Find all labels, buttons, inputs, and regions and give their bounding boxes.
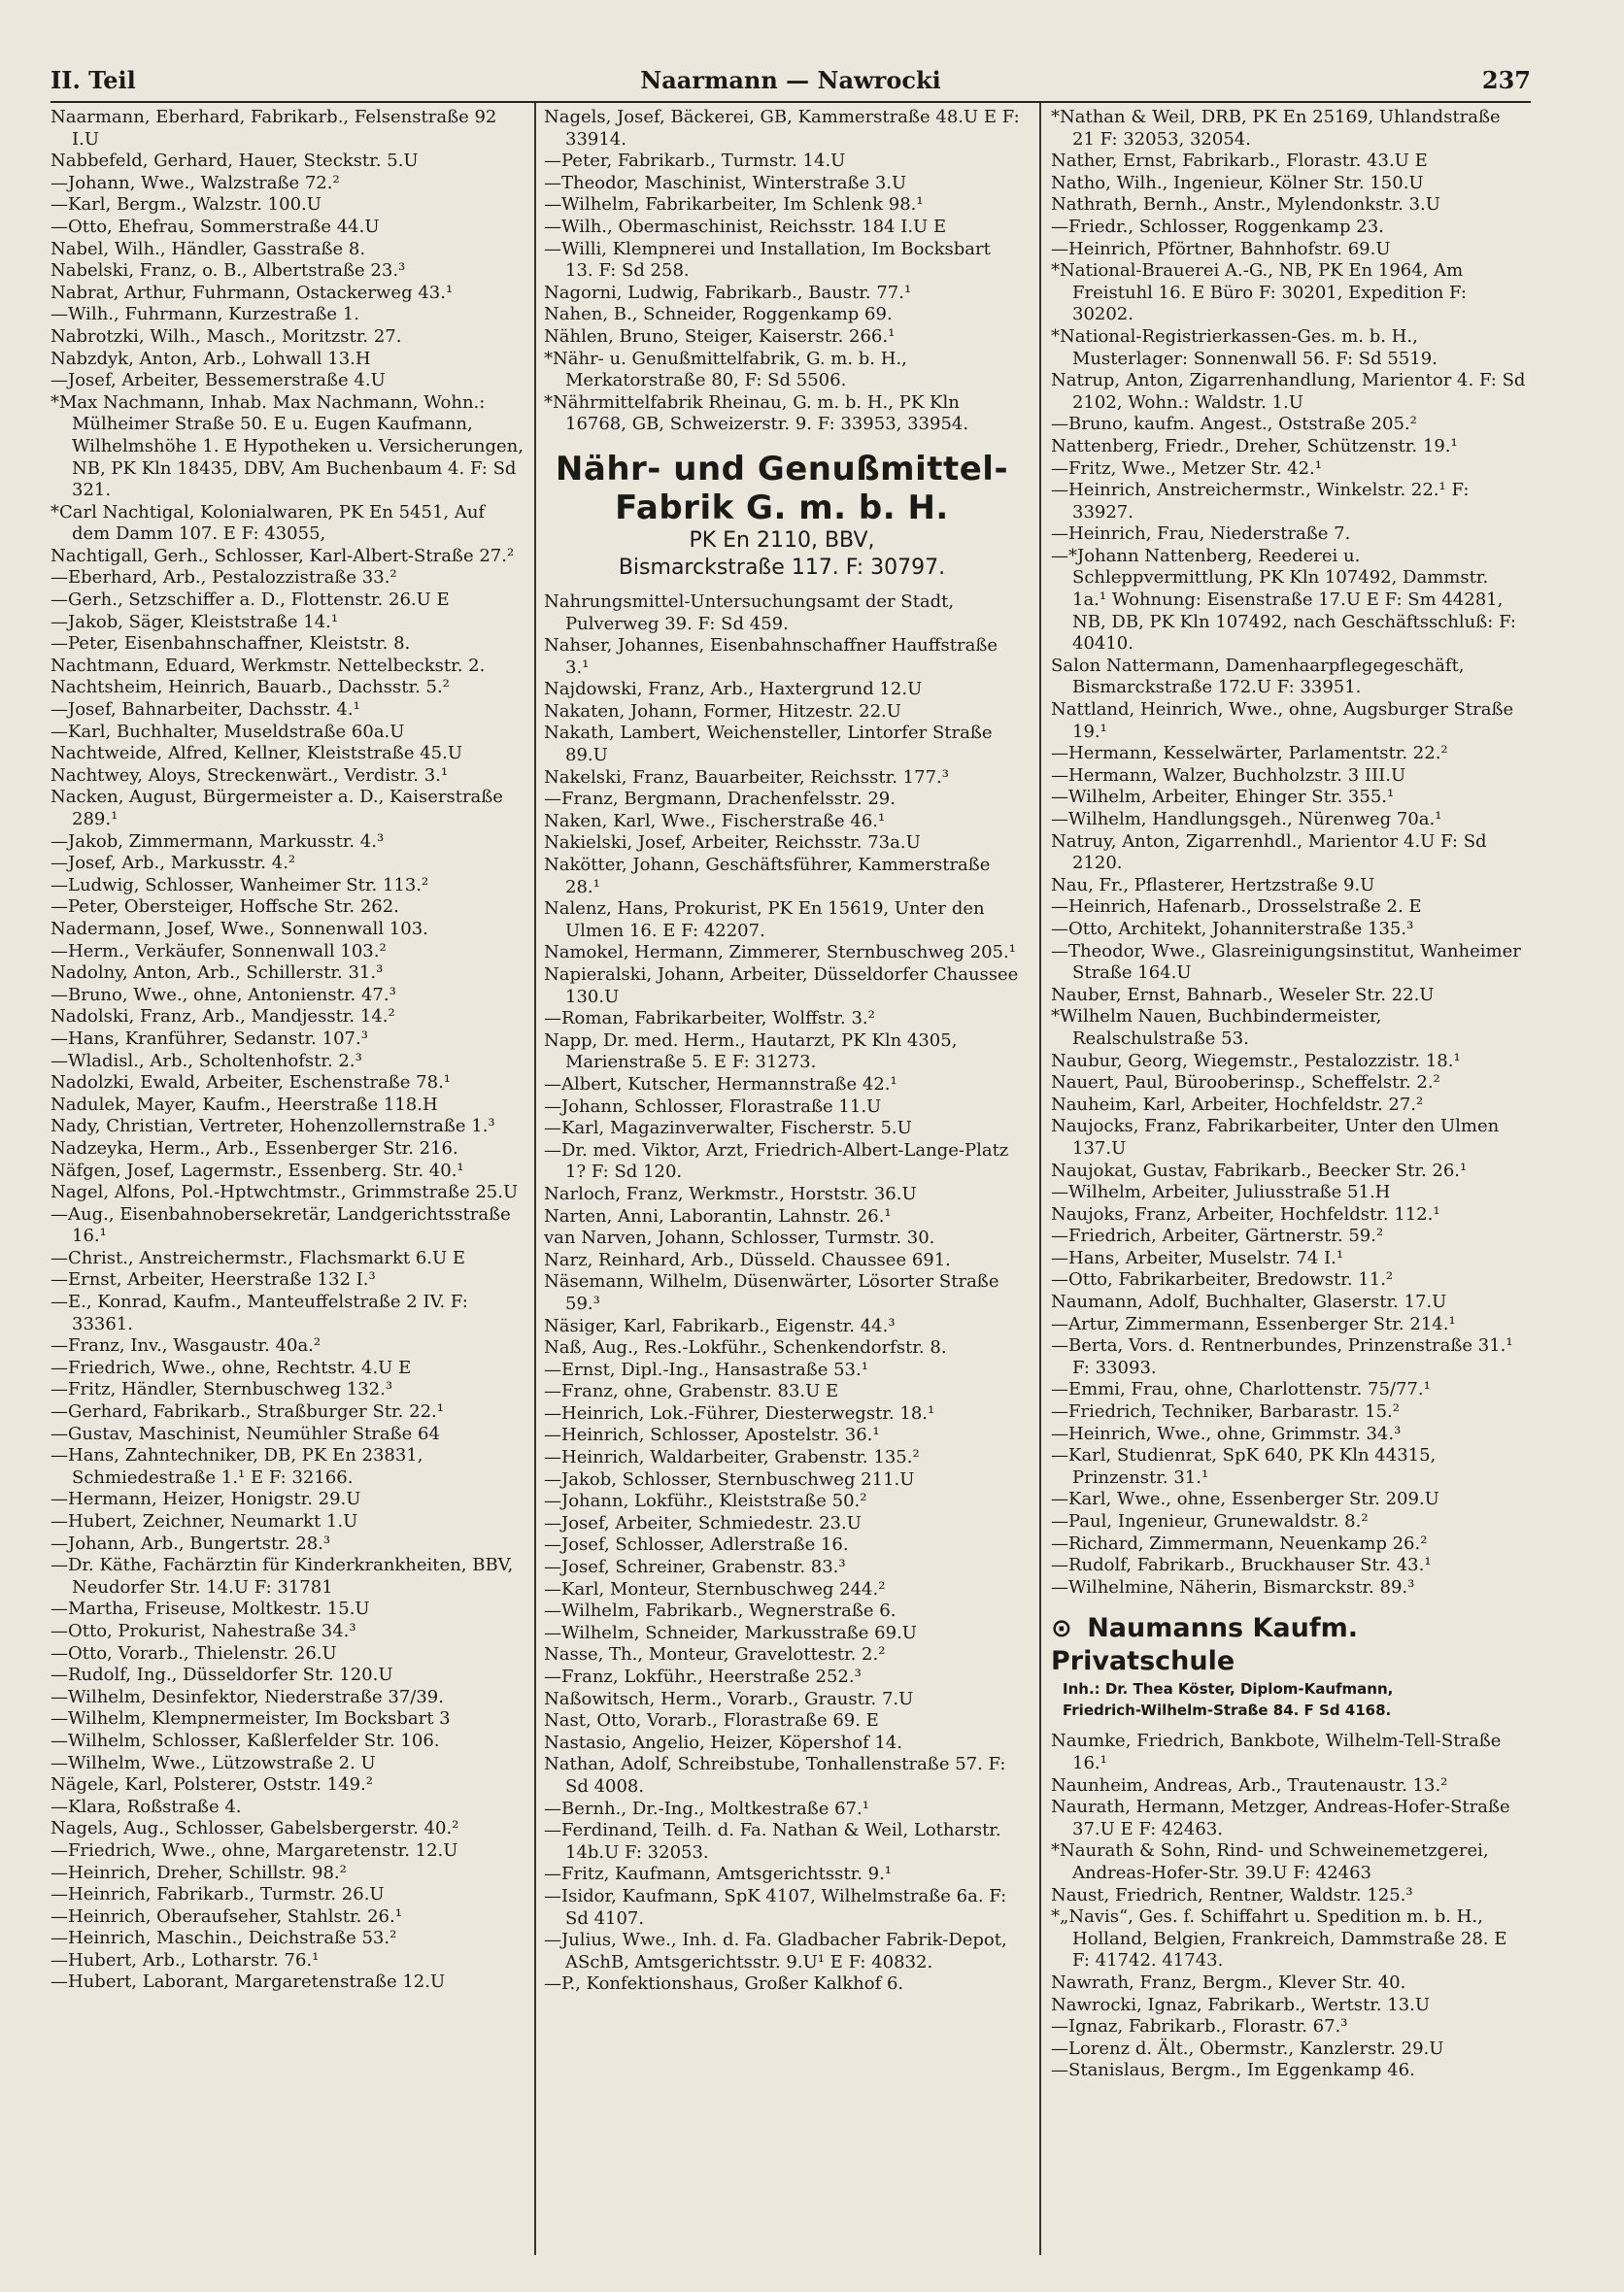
directory-entry: —Emmi, Frau, ohne, Charlottenstr. 75/77.¹ xyxy=(1051,1379,1431,1400)
directory-entry: Nadermann, Josef, Wwe., Sonnenwall 103. xyxy=(51,918,428,939)
directory-entry: Naarmann, Eberhard, Fabrikarb., Felsenstraße 92 I.U xyxy=(51,107,497,150)
directory-entry: —Hermann, Kesselwärter, Parlamentstr. 22.² xyxy=(1051,743,1448,764)
directory-entry: *National-Registrierkassen-Ges. m. b. H., Musterlager: Sonnenwall 56. F: Sd 5519. xyxy=(1051,325,1438,369)
directory-entry: Naust, Friedrich, Rentner, Waldstr. 125.³ xyxy=(1051,1884,1413,1905)
directory-entry: —Wilhelm, Wwe., Lützowstraße 2. U xyxy=(51,1752,376,1773)
directory-entry: Nagorni, Ludwig, Fabrikarb., Baustr. 77.¹ xyxy=(544,282,912,303)
directory-entry: *Max Nachmann, Inhab. Max Nachmann, Wohn.: Mülheimer Straße 50. E u. Eugen Kaufmann, Wilhelmshöhe 1. E Hypotheken u. Versicherungen, NB, PK Kln 18435, DBV, Am Buchenbaum 4. F: Sd 321. xyxy=(51,391,524,501)
directory-entry: —Rudolf, Ing., Düsseldorfer Str. 120.U xyxy=(51,1665,393,1686)
directory-entry: Salon Nattermann, Damenhaarpflegegeschäft, Bismarckstraße 172.U F: 33951. xyxy=(1051,655,1465,698)
directory-entry: *Nähr- u. Genußmittelfabrik, G. m. b. H., Merkatorstraße 80, F: Sd 5506. xyxy=(544,348,907,391)
directory-entry: Nadolzki, Ewald, Arbeiter, Eschenstraße 78.¹ xyxy=(51,1072,452,1094)
directory-entry: —Artur, Zimmermann, Essenberger Str. 214.¹ xyxy=(1051,1313,1456,1334)
directory-entry: Nabrotzki, Wilh., Masch., Moritzstr. 27. xyxy=(51,325,402,347)
directory-entry: Nawrath, Franz, Bergm., Klever Str. 40. xyxy=(1051,1972,1406,1993)
directory-entry: Nakötter, Johann, Geschäftsführer, Kammerstraße 28.¹ xyxy=(544,855,991,897)
directory-entry: —Stanislaus, Bergm., Im Eggenkamp 46. xyxy=(1051,2060,1415,2081)
directory-entry: —Ernst, Dipl.-Ing., Hansastraße 53.¹ xyxy=(544,1359,868,1380)
directory-entry: —Heinrich, Frau, Niederstraße 7. xyxy=(1051,523,1351,545)
ad-info: Inh.: Dr. Thea Köster, Diplom-Kaufmann, xyxy=(1063,1680,1394,1699)
directory-entry: Nauber, Ernst, Bahnarb., Weseler Str. 22.U xyxy=(1051,984,1435,1005)
directory-entry: —Hans, Zahntechniker, DB, PK En 23831, Schmiedestraße 1.¹ E F: 32166. xyxy=(51,1445,423,1488)
directory-entry: Naken, Karl, Wwe., Fischerstraße 46.¹ xyxy=(544,810,886,831)
directory-entry: —Franz, Bergmann, Drachenfelsstr. 29. xyxy=(544,789,896,810)
directory-entry: *Nährmittelfabrik Rheinau, G. m. b. H., PK Kln 16768, GB, Schweizerstr. 9. F: 33953, 33954. xyxy=(544,391,969,435)
directory-entry: Naß, Aug., Res.-Lokführ., Schenkendorfstr. 8. xyxy=(544,1337,947,1359)
directory-entry: —Hans, Arbeiter, Muselstr. 74 I.¹ xyxy=(1051,1247,1344,1268)
directory-entry: —Heinrich, Dreher, Schillstr. 98.² xyxy=(51,1862,347,1883)
directory-entry: Naujoks, Franz, Arbeiter, Hochfeldstr. 112.¹ xyxy=(1051,1203,1440,1225)
directory-entry: —Karl, Monteur, Sternbuschweg 244.² xyxy=(544,1578,886,1600)
directory-entry: Naubur, Georg, Wiegemstr., Pestalozzistr. 18.¹ xyxy=(1051,1050,1461,1071)
directory-entry: —Julius, Wwe., Inh. d. Fa. Gladbacher Fabrik-Depot, ASchB, Amtsgerichtsstr. 9.U¹ E F: 40832. xyxy=(544,1930,1007,1972)
directory-entry: Nattland, Heinrich, Wwe., ohne, Augsburger Straße 19.¹ xyxy=(1051,699,1514,742)
directory-entry: —Wilhelm, Schneider, Markusstraße 69.U xyxy=(544,1622,917,1643)
directory-entry: Natrup, Anton, Zigarrenhandlung, Marientor 4. F: Sd 2102, Wohn.: Waldstr. 1.U xyxy=(1051,370,1526,413)
directory-entry: Nathrath, Bernh., Anstr., Mylendonkstr. 3.U xyxy=(1051,194,1440,216)
directory-entry: —Jakob, Säger, Kleiststraße 14.¹ xyxy=(51,611,339,632)
directory-entry: —Ignaz, Fabrikarb., Florastr. 67.³ xyxy=(1051,2016,1348,2038)
directory-entry: Natruy, Anton, Zigarrenhdl., Marientor 4.U F: Sd 2120. xyxy=(1051,830,1487,874)
directory-entry: Natho, Wilh., Ingenieur, Kölner Str. 150.U xyxy=(1051,172,1424,193)
ad-info: PK En 2110, BBV, xyxy=(689,527,875,553)
directory-entry: —Josef, Schlosser, Adlerstraße 16. xyxy=(544,1534,849,1556)
ad-info: Friedrich-Wilhelm-Straße 84. F Sd 4168. xyxy=(1063,1702,1392,1720)
entry-list xyxy=(544,107,1020,436)
directory-entry: —Hubert, Zeichner, Neumarkt 1.U xyxy=(51,1511,358,1532)
directory-entry: —Willi, Klempnerei und Installation, Im Bocksbart 13. F: Sd 258. xyxy=(544,238,991,282)
directory-entry: Nakelski, Franz, Bauarbeiter, Reichsstr. 177.³ xyxy=(544,766,949,788)
directory-entry: —Heinrich, Waldarbeiter, Grabenstr. 135.² xyxy=(544,1447,920,1468)
directory-entry: Nahen, B., Schneider, Roggenkamp 69. xyxy=(544,304,893,325)
directory-entry: —Gerh., Setzschiffer a. D., Flottenstr. 26.U E xyxy=(51,590,450,611)
directory-entry: —Hubert, Laborant, Margaretenstraße 12.U xyxy=(51,1972,446,1993)
directory-entry: —Friedrich, Wwe., ohne, Margaretenstr. 12.U xyxy=(51,1839,458,1861)
directory-entry: Narz, Reinhard, Arb., Düsseld. Chaussee 691. xyxy=(544,1249,951,1270)
directory-entry: Nachtsheim, Heinrich, Bauarb., Dachsstr. 5.² xyxy=(51,677,450,698)
directory-entry: —Gerhard, Fabrikarb., Straßburger Str. 22.¹ xyxy=(51,1401,444,1423)
directory-entry: —Isidor, Kaufmann, SpK 4107, Wilhelmstraße 6a. F: Sd 4107. xyxy=(544,1885,1007,1929)
directory-entry: Nadolski, Franz, Arb., Mandjesstr. 14.² xyxy=(51,1006,395,1028)
directory-entry: —Friedrich, Arbeiter, Gärtnerstr. 59.² xyxy=(1051,1226,1384,1247)
directory-entry: Nattenberg, Friedr., Dreher, Schützenstr. 19.¹ xyxy=(1051,435,1458,456)
directory-entry: —Ludwig, Schlosser, Wanheimer Str. 113.² xyxy=(51,874,429,895)
directory-entry: —Hermann, Heizer, Honigstr. 29.U xyxy=(51,1489,361,1510)
directory-entry: —Fritz, Händler, Sternbuschweg 132.³ xyxy=(51,1379,393,1400)
directory-entry: —Johann, Schlosser, Florastraße 11.U xyxy=(544,1095,882,1117)
directory-entry: —Franz, Inv., Wasgaustr. 40a.² xyxy=(51,1335,321,1357)
directory-entry: —Theodor, Wwe., Glasreinigungsinstitut, Wanheimer Straße 164.U xyxy=(1051,940,1521,984)
directory-entry: —Jakob, Schlosser, Sternbuschweg 211.U xyxy=(544,1468,915,1490)
section-label: II. Teil xyxy=(51,66,136,94)
ad-title: Naumanns Kaufm. Privatschule xyxy=(1051,1613,1359,1677)
directory-entry: —Karl, Studienrat, SpK 640, PK Kln 44315, Prinzenstr. 31.¹ xyxy=(1051,1445,1437,1488)
directory-entry: —Wilhelmine, Näherin, Bismarckstr. 89.³ xyxy=(1051,1576,1415,1598)
directory-entry: —Hermann, Walzer, Buchholzstr. 3 III.U xyxy=(1051,764,1406,786)
page-number: 237 xyxy=(1481,66,1531,94)
directory-entry: —*Johann Nattenberg, Reederei u. Schleppvermittlung, PK Kln 107492, Dammstr. 1a.¹ Wohnung: Eisenstraße 17.U E F: Sm 44281, NB, DB, PK Kln 107492, nach Geschäftsschluß: F: 40410. xyxy=(1051,545,1516,655)
column-2 xyxy=(544,107,1020,2243)
directory-entry: —Klara, Roßstraße 4. xyxy=(51,1796,242,1817)
directory-entry: Nasse, Th., Monteur, Gravelottestr. 2.² xyxy=(544,1644,886,1666)
directory-entry: Nabzdyk, Anton, Arb., Lohwall 13.H xyxy=(51,348,371,369)
directory-entry: —Josef, Arbeiter, Bessemerstraße 4.U xyxy=(51,370,386,391)
directory-entry: Narloch, Franz, Werkmstr., Horststr. 36.U xyxy=(544,1183,917,1204)
directory-entry: Nakielski, Josef, Arbeiter, Reichsstr. 73a.U xyxy=(544,832,921,854)
directory-entry: Nakaten, Johann, Former, Hitzestr. 22.U xyxy=(544,700,901,722)
directory-entry: Nady, Christian, Vertreter, Hohenzollernstraße 1.³ xyxy=(51,1116,495,1137)
entry-list xyxy=(1051,1731,1527,2082)
directory-entry: —Christ., Anstreichermstr., Flachsmarkt 6.U E xyxy=(51,1247,466,1268)
directory-entry: —Karl, Buchhalter, Museldstraße 60a.U xyxy=(51,721,405,742)
directory-entry: —Wilh., Obermaschinist, Reichsstr. 184 I.U E xyxy=(544,216,947,237)
directory-entry: Nagel, Alfons, Pol.-Hptwchtmstr., Grimmstraße 25.U xyxy=(51,1182,519,1203)
entry-list xyxy=(1051,107,1527,1599)
directory-entry: Nachtigall, Gerh., Schlosser, Karl-Albert-Straße 27.² xyxy=(51,545,515,566)
directory-entry: Naunheim, Andreas, Arb., Trautenaustr. 13.² xyxy=(1051,1774,1448,1796)
directory-entry: —Peter, Fabrikarb., Turmstr. 14.U xyxy=(544,151,846,172)
directory-entry: —E., Konrad, Kaufm., Manteuffelstraße 2 IV. F: 33361. xyxy=(51,1292,468,1334)
directory-entry: —Heinrich, Oberaufseher, Stahlstr. 26.¹ xyxy=(51,1905,402,1927)
directory-entry: Naujokat, Gustav, Fabrikarb., Beecker Str. 26.¹ xyxy=(1051,1160,1468,1181)
directory-entry: —Fritz, Kaufmann, Amtsgerichtsstr. 9.¹ xyxy=(544,1864,893,1885)
column-3 xyxy=(1051,107,1527,2243)
directory-entry: —Lorenz d. Ält., Obermstr., Kanzlerstr. 29.U xyxy=(1051,2038,1444,2059)
directory-entry: Nauert, Paul, Bürooberinsp., Scheffelstr. 2.² xyxy=(1051,1072,1440,1094)
directory-entry: —Franz, ohne, Grabenstr. 83.U E xyxy=(544,1381,839,1402)
directory-entry: *Naurath & Sohn, Rind- und Schweinemetzgerei, Andreas-Hofer-Str. 39.U F: 42463 xyxy=(1051,1840,1489,1883)
directory-entry: —Otto, Ehefrau, Sommerstraße 44.U xyxy=(51,216,380,237)
school-logo-icon: ⊙ xyxy=(1051,1614,1072,1644)
directory-entry: Nadulek, Mayer, Kaufm., Heerstraße 118.H xyxy=(51,1094,438,1115)
entry-list xyxy=(544,591,1020,1996)
directory-entry: —Peter, Eisenbahnschaffner, Kleiststr. 8. xyxy=(51,633,411,655)
directory-entry: —Herm., Verkäufer, Sonnenwall 103.² xyxy=(51,940,387,961)
directory-entry: —Berta, Vors. d. Rentnerbundes, Prinzenstraße 31.¹ F: 33093. xyxy=(1051,1335,1513,1378)
directory-entry: *Carl Nachtigal, Kolonialwaren, PK En 5451, Auf dem Damm 107. E F: 43055, xyxy=(51,501,486,545)
directory-entry: —P., Konfektionshaus, Großer Kalkhof 6. xyxy=(544,1973,904,1995)
directory-entry: —Jakob, Zimmermann, Markusstr. 4.³ xyxy=(51,830,385,852)
directory-entry: —Eberhard, Arb., Pestalozzistraße 33.² xyxy=(51,567,397,589)
directory-entry: —Roman, Fabrikarbeiter, Wolffstr. 3.² xyxy=(544,1008,875,1029)
directory-entry: Näsiger, Karl, Fabrikarb., Eigenstr. 44.³ xyxy=(544,1315,896,1336)
directory-entry: Nabbefeld, Gerhard, Hauer, Steckstr. 5.U xyxy=(51,151,419,172)
directory-entry: —Friedrich, Wwe., ohne, Rechtstr. 4.U E xyxy=(51,1357,412,1378)
directory-entry: —Johann, Lokführ., Kleiststraße 50.² xyxy=(544,1491,867,1512)
header-rule xyxy=(51,101,1531,103)
directory-entry: —Wilhelm, Fabrikarbeiter, Im Schlenk 98.¹ xyxy=(544,194,924,216)
directory-entry: Nählen, Bruno, Steiger, Kaiserstr. 266.¹ xyxy=(544,325,896,347)
directory-entry: Nägele, Karl, Polsterer, Oststr. 149.² xyxy=(51,1774,373,1796)
directory-entry: —Josef, Arbeiter, Schmiedestr. 23.U xyxy=(544,1512,862,1534)
directory-entry: —Dr. Käthe, Fachärztin für Kinderkrankheiten, BBV, Neudorfer Str. 14.U F: 31781 xyxy=(51,1555,514,1598)
directory-entry: —Wilhelm, Handlungsgeh., Nürenweg 70a.¹ xyxy=(1051,809,1442,829)
directory-entry: Nachtmann, Eduard, Werkmstr. Nettelbeckstr. 2. xyxy=(51,655,486,676)
directory-entry: Nakath, Lambert, Weichensteller, Lintorfer Straße 89.U xyxy=(544,723,993,766)
directory-entry: —Karl, Magazinverwalter, Fischerstr. 5.U xyxy=(544,1118,912,1139)
directory-entry: Nauheim, Karl, Arbeiter, Hochfeldstr. 27.² xyxy=(1051,1094,1424,1115)
directory-entry: —Rudolf, Fabrikarb., Bruckhauser Str. 43.¹ xyxy=(1051,1555,1432,1576)
directory-entry: *„Navis“, Ges. f. Schiffahrt u. Spedition m. b. H., Holland, Belgien, Frankreich, Dammstraße 28. E F: 41742. 41743. xyxy=(1051,1906,1507,1972)
directory-entry: —Peter, Obersteiger, Hoffsche Str. 262. xyxy=(51,896,399,918)
directory-entry: —Hans, Kranführer, Sedanstr. 107.³ xyxy=(51,1028,368,1049)
directory-entry: —Heinrich, Wwe., ohne, Grimmstr. 34.³ xyxy=(1051,1423,1402,1444)
directory-entry: *Wilhelm Nauen, Buchbindermeister, Realschulstraße 53. xyxy=(1051,1006,1382,1049)
directory-entry: —Theodor, Maschinist, Winterstraße 3.U xyxy=(544,172,907,193)
directory-entry: Nabelski, Franz, o. B., Albertstraße 23.³ xyxy=(51,260,406,282)
directory-entry: Nau, Fr., Pflasterer, Hertzstraße 9.U xyxy=(1051,874,1375,895)
column-divider xyxy=(1039,103,1041,2255)
column-divider xyxy=(534,103,536,2255)
directory-entry: —Heinrich, Anstreichermstr., Winkelstr. 22.¹ F: 33927. xyxy=(1051,480,1470,522)
directory-entry: —Heinrich, Hafenarb., Drosselstraße 2. E xyxy=(1051,896,1422,918)
directory-entry: Naujocks, Franz, Fabrikarbeiter, Unter den Ulmen 137.U xyxy=(1051,1116,1500,1159)
directory-entry: Najdowski, Franz, Arb., Haxtergrund 12.U xyxy=(544,679,923,700)
entry-list xyxy=(51,107,526,1994)
directory-entry: Nadzeyka, Herm., Arb., Essenberger Str. 216. xyxy=(51,1137,458,1159)
directory-entry: —Wilhelm, Arbeiter, Juliusstraße 51.H xyxy=(1051,1182,1391,1203)
directory-entry: —Wilhelm, Arbeiter, Ehinger Str. 355.¹ xyxy=(1051,787,1395,808)
directory-entry: Näfgen, Josef, Lagermstr., Essenberg. Str. 40.¹ xyxy=(51,1160,464,1181)
directory-entry: —Johann, Arb., Bungertstr. 28.³ xyxy=(51,1533,331,1554)
directory-entry: —Otto, Architekt, Johanniterstraße 135.³ xyxy=(1051,918,1414,939)
directory-entry: Nabel, Wilh., Händler, Gasstraße 8. xyxy=(51,238,366,259)
directory-entry: —Bruno, kaufm. Angest., Oststraße 205.² xyxy=(1051,414,1417,435)
directory-entry: Nagels, Josef, Bäckerei, GB, Kammerstraße 48.U E F: 33914. xyxy=(544,107,1020,150)
directory-entry: Nadolny, Anton, Arb., Schillerstr. 31.³ xyxy=(51,962,384,984)
directory-entry: Naurath, Hermann, Metzger, Andreas-Hofer-Straße 37.U E F: 42463. xyxy=(1051,1797,1510,1839)
directory-entry: —Fritz, Wwe., Metzer Str. 42.¹ xyxy=(1051,457,1322,479)
name-range: Naarmann — Nawrocki xyxy=(640,66,941,94)
directory-entry: —Albert, Kutscher, Hermannstraße 42.¹ xyxy=(544,1073,897,1095)
directory-entry: —Franz, Lokführ., Heerstraße 252.³ xyxy=(544,1667,862,1687)
directory-entry: Nast, Otto, Vorarb., Florastraße 69. E xyxy=(544,1710,879,1732)
directory-entry: van Narven, Johann, Schlosser, Turmstr. 30. xyxy=(544,1228,935,1249)
page-header xyxy=(51,60,1531,99)
directory-entry: —Paul, Ingenieur, Grunewaldstr. 8.² xyxy=(1051,1511,1369,1532)
directory-entry: Nastasio, Angelio, Heizer, Köpershof 14. xyxy=(544,1732,903,1753)
directory-entry: Nabrat, Arthur, Fuhrmann, Ostackerweg 43.¹ xyxy=(51,282,454,303)
directory-entry: —Dr. med. Viktor, Arzt, Friedrich-Albert-Lange-Platz 1? F: Sd 120. xyxy=(544,1139,1009,1183)
directory-entry: Nacken, August, Bürgermeister a. D., Kaiserstraße 289.¹ xyxy=(51,787,503,829)
directory-entry: Namokel, Hermann, Zimmerer, Sternbuschweg 205.¹ xyxy=(544,942,1016,963)
directory-entry: *National-Brauerei A.-G., NB, PK En 1964, Am Freistuhl 16. E Büro F: 30201, Expedition F: 30202. xyxy=(1051,260,1467,325)
directory-entry: Nalenz, Hans, Prokurist, PK En 15619, Unter den Ulmen 16. E F: 42207. xyxy=(544,898,985,941)
directory-entry: —Karl, Bergm., Walzstr. 100.U xyxy=(51,194,321,216)
ad-info: Bismarckstraße 117. F: 30797. xyxy=(618,555,946,580)
directory-entry: Napieralski, Johann, Arbeiter, Düsseldorfer Chaussee 130.U xyxy=(544,964,1019,1007)
directory-entry: Nathan, Adolf, Schreibstube, Tonhallenstraße 57. F: Sd 4008. xyxy=(544,1754,1006,1797)
directory-entry: —Bernh., Dr.-Ing., Moltkestraße 67.¹ xyxy=(544,1798,869,1819)
directory-entry: —Aug., Eisenbahnobersekretär, Landgerichtsstraße 16.¹ xyxy=(51,1203,511,1247)
directory-entry: —Wilhelm, Fabrikarb., Wegnerstraße 6. xyxy=(544,1601,897,1622)
directory-entry: Nachtweide, Alfred, Kellner, Kleiststraße 45.U xyxy=(51,743,462,764)
directory-entry: —Wilhelm, Klempnermeister, Im Bocksbart 3 xyxy=(51,1708,451,1730)
directory-entry: *Nathan & Weil, DRB, PK En 25169, Uhlandstraße 21 F: 32053, 32054. xyxy=(1051,107,1501,150)
directory-entry: —Gustav, Maschinist, Neumühler Straße 64 xyxy=(51,1423,440,1444)
directory-entry: —Heinrich, Schlosser, Apostelstr. 36.¹ xyxy=(544,1425,880,1446)
directory-entry: —Ernst, Arbeiter, Heerstraße 132 I.³ xyxy=(51,1269,376,1291)
directory-entry: —Johann, Wwe., Walzstraße 72.² xyxy=(51,172,340,193)
directory-entry: —Otto, Vorarb., Thielenstr. 26.U xyxy=(51,1642,337,1664)
directory-entry: —Wilh., Fuhrmann, Kurzestraße 1. xyxy=(51,304,359,325)
directory-entry: —Heinrich, Lok.-Führer, Diesterwegstr. 18.¹ xyxy=(544,1402,935,1424)
directory-entry: —Richard, Zimmermann, Neuenkamp 26.² xyxy=(1051,1533,1428,1554)
directory-entry: —Josef, Schreiner, Grabenstr. 83.³ xyxy=(544,1557,846,1578)
directory-entry: Napp, Dr. med. Herm., Hautarzt, PK Kln 4305, Marienstraße 5. E F: 31273. xyxy=(544,1029,958,1073)
directory-entry: Naßowitsch, Herm., Vorarb., Graustr. 7.U xyxy=(544,1688,914,1709)
directory-entry: —Heinrich, Maschin., Deichstraße 53.² xyxy=(51,1928,397,1949)
directory-entry: —Karl, Wwe., ohne, Essenberger Str. 209.U xyxy=(1051,1489,1439,1510)
directory-entry: Naumann, Adolf, Buchhalter, Glaserstr. 17.U xyxy=(1051,1292,1447,1313)
directory-entry: —Friedrich, Techniker, Barbarastr. 15.² xyxy=(1051,1401,1400,1423)
ad-title: Nähr- und Genußmittel- xyxy=(555,449,1009,489)
directory-entry: Näsemann, Wilhelm, Düsenwärter, Lösorter Straße 59.³ xyxy=(544,1271,999,1314)
directory-entry: —Martha, Friseuse, Moltkestr. 15.U xyxy=(51,1599,370,1620)
advertisement-privatschule xyxy=(1051,1612,1527,1721)
directory-entry: —Friedr., Schlosser, Roggenkamp 23. xyxy=(1051,216,1384,237)
ad-title: Fabrik G. m. b. H. xyxy=(615,488,949,527)
directory-entry: —Heinrich, Pförtner, Bahnhofstr. 69.U xyxy=(1051,238,1391,259)
directory-entry: —Wilhelm, Schlosser, Kaßlerfelder Str. 106. xyxy=(51,1730,440,1751)
directory-entry: —Josef, Bahnarbeiter, Dachsstr. 4.¹ xyxy=(51,699,360,721)
column-1 xyxy=(51,107,526,2243)
directory-entry: Naumke, Friedrich, Bankbote, Wilhelm-Tell-Straße 16.¹ xyxy=(1051,1731,1502,1773)
directory-entry: —Bruno, Wwe., ohne, Antonienstr. 47.³ xyxy=(51,984,396,1005)
directory-entry: Nahser, Johannes, Eisenbahnschaffner Hauffstraße 3.¹ xyxy=(544,635,998,678)
directory-entry: —Otto, Prokurist, Nahestraße 34.³ xyxy=(51,1620,356,1641)
directory-entry: —Otto, Fabrikarbeiter, Bredowstr. 11.² xyxy=(1051,1269,1394,1291)
directory-entry: —Wladisl., Arb., Scholtenhofstr. 2.³ xyxy=(51,1050,362,1071)
directory-entry: Nagels, Aug., Schlosser, Gabelsbergerstr. 40.² xyxy=(51,1818,459,1839)
directory-entry: Nahrungsmittel-Untersuchungsamt der Stadt, Pulverweg 39. F: Sd 459. xyxy=(544,590,955,634)
directory-entry: —Hubert, Arb., Lotharstr. 76.¹ xyxy=(51,1949,320,1971)
directory-entry: —Wilhelm, Desinfektor, Niederstraße 37/39. xyxy=(51,1686,444,1707)
directory-entry: —Ferdinand, Teilh. d. Fa. Nathan & Weil, Lotharstr. 14b.U F: 32053. xyxy=(544,1820,1001,1863)
advertisement-naehrmittel xyxy=(544,450,1020,582)
directory-entry: Nachtwey, Aloys, Streckenwärt., Verdistr. 3.¹ xyxy=(51,764,449,786)
directory-entry: —Heinrich, Fabrikarb., Turmstr. 26.U xyxy=(51,1884,385,1905)
directory-entry: Nather, Ernst, Fabrikarb., Florastr. 43.U E xyxy=(1051,151,1428,172)
directory-entry: —Josef, Arb., Markusstr. 4.² xyxy=(51,853,296,874)
directory-entry: Narten, Anni, Laborantin, Lahnstr. 26.¹ xyxy=(544,1205,892,1227)
directory-entry: Nawrocki, Ignaz, Fabrikarb., Wertstr. 13.U xyxy=(1051,1994,1431,2015)
